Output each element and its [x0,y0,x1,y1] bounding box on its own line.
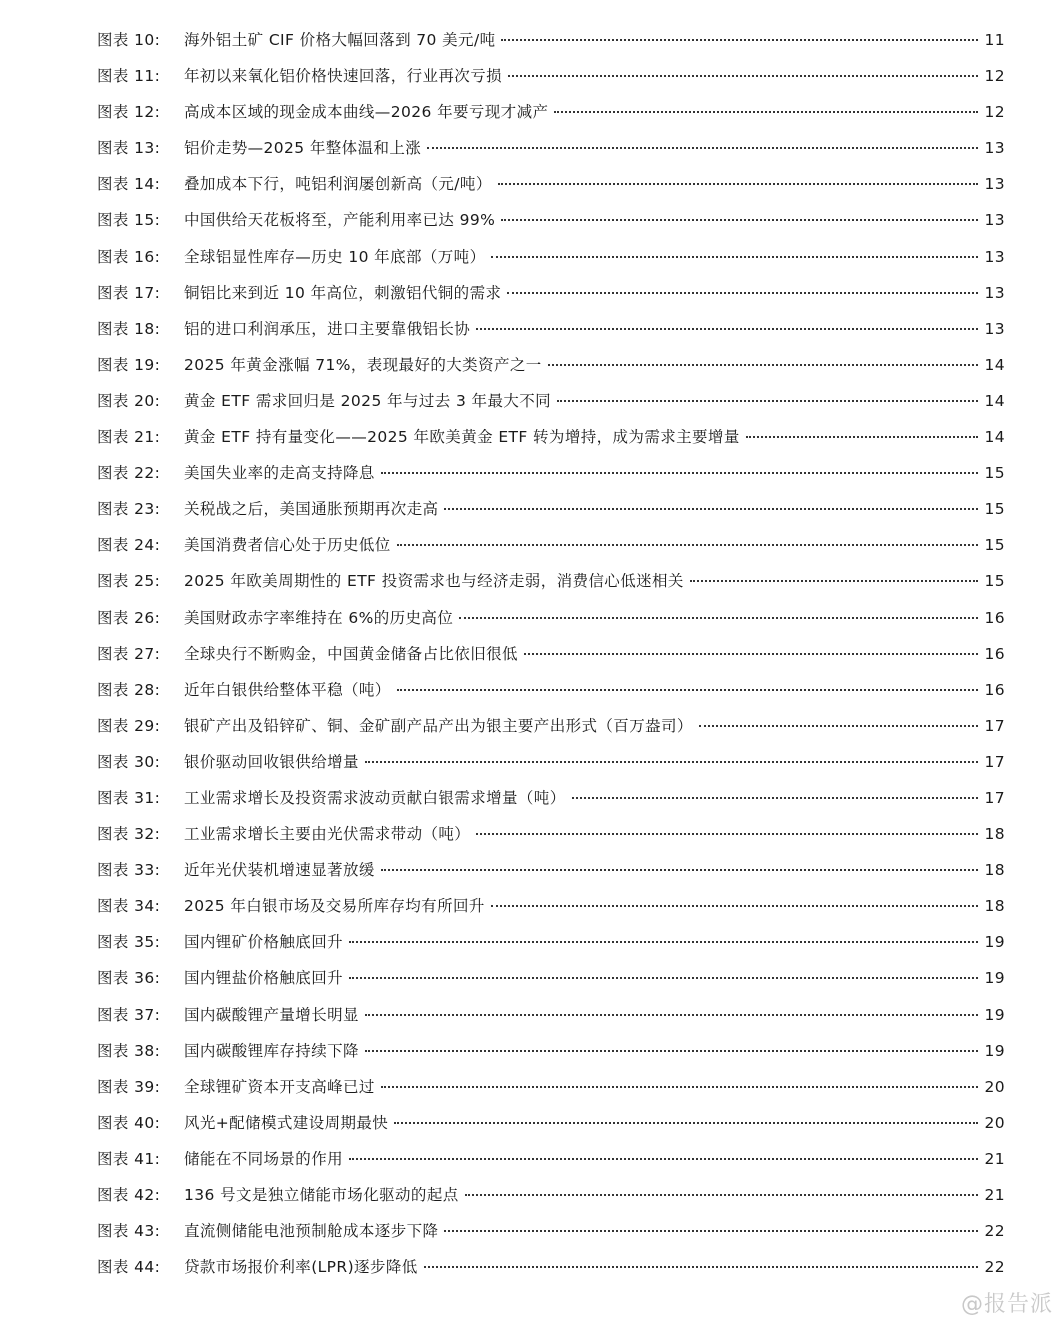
figure-title: 海外铝土矿 CIF 价格大幅回落到 70 美元/吨 [184,31,496,49]
page-number: 15 [984,572,1005,591]
dot-leader [365,1050,979,1052]
figure-label: 图表 36: [97,969,161,988]
dot-leader [491,256,978,258]
figure-title: 风光+配储模式建设周期最快 [184,1113,389,1132]
page-number: 17 [984,716,1005,735]
toc-entry[interactable] [97,100,1005,136]
page-number: 16 [984,608,1005,627]
figure-title: 银价驱动回收银供给增量 [184,752,359,771]
page-number: 18 [984,861,1005,880]
figure-label: 图表 21: [97,428,161,447]
toc-entry[interactable] [97,822,1005,858]
toc-entry[interactable] [97,208,1005,244]
figure-title: 黄金 ETF 需求回归是 2025 年与过去 3 年最大不同 [184,391,552,410]
figure-title: 叠加成本下行，吨铝利润屡创新高（元/吨） [184,175,492,194]
figure-title: 直流侧储能电池预制舱成本逐步下降 [184,1222,439,1241]
figure-label: 图表 15: [97,211,161,230]
figure-title: 近年白银供给整体平稳（吨） [184,680,391,699]
toc-entry[interactable] [97,353,1005,389]
toc-entry[interactable] [97,1183,1005,1219]
toc-entry[interactable] [97,1039,1005,1075]
figure-title: 高成本区域的现金成本曲线—2026 年要亏现才减产 [184,103,549,122]
toc-entry[interactable] [97,497,1005,533]
dot-leader [476,328,978,330]
figure-label: 图表 11: [97,67,161,86]
dot-leader [397,689,979,691]
page-number: 14 [984,391,1005,410]
figure-label: 图表 13: [97,139,161,158]
dot-leader [349,1158,978,1160]
toc-entry[interactable] [97,533,1005,569]
page-number: 11 [984,31,1005,49]
page-number: 15 [984,536,1005,555]
figure-label: 图表 27: [97,644,161,663]
figure-label: 图表 20: [97,391,161,410]
figure-title: 国内碳酸锂产量增长明显 [184,1005,359,1024]
page-number: 21 [984,1186,1005,1204]
figure-title: 2025 年黄金涨幅 71%，表现最好的大类资产之一 [184,355,542,374]
figure-label: 图表 32: [97,825,161,844]
page-number: 17 [984,788,1005,807]
toc-entry[interactable] [97,389,1005,425]
dot-leader [491,905,979,907]
toc-entry[interactable] [97,1219,1005,1255]
dot-leader [548,364,979,366]
figure-title: 年初以来氧化铝价格快速回落，行业再次亏损 [184,67,503,86]
figure-label: 图表 30: [97,752,161,771]
page-number: 13 [984,139,1005,158]
toc-entry[interactable] [97,136,1005,172]
figure-title: 铝的进口利润承压，进口主要靠俄铝长协 [184,319,471,338]
figure-label: 图表 35: [97,933,161,952]
figure-title: 美国财政赤字率维持在 6%的历史高位 [184,608,454,627]
figure-label: 图表 10: [97,31,161,49]
toc-entry[interactable] [97,1075,1005,1111]
dot-leader [699,725,979,727]
toc-entry[interactable] [97,569,1005,605]
figure-title: 国内锂矿价格触底回升 [184,933,344,952]
toc-entry[interactable] [97,750,1005,786]
toc-entry[interactable] [97,245,1005,281]
page-number: 14 [984,428,1005,447]
figure-label: 图表 43: [97,1222,161,1241]
figure-title: 贷款市场报价利率(LPR)逐步降低 [184,1258,418,1277]
page-number: 20 [984,1077,1005,1096]
figure-label: 图表 26: [97,608,161,627]
page-number: 19 [984,969,1005,988]
figure-title: 全球铝显性库存—历史 10 年底部（万吨） [184,247,486,266]
page-number: 22 [984,1222,1005,1241]
toc-entry[interactable] [97,64,1005,100]
page-number: 15 [984,500,1005,519]
figure-title: 美国失业率的走高支持降息 [184,464,375,483]
figure-title: 全球锂矿资本开支高峰已过 [184,1077,375,1096]
figure-label: 图表 17: [97,283,161,302]
figure-title: 黄金 ETF 持有量变化——2025 年欧美黄金 ETF 转为增持，成为需求主要增量 [184,428,740,447]
figure-label: 图表 18: [97,319,161,338]
dot-leader [501,219,978,221]
toc-entry[interactable] [97,1147,1005,1183]
dot-leader [381,472,979,474]
figure-label: 图表 22: [97,464,161,483]
page-number: 13 [984,283,1005,302]
figure-title: 近年光伏装机增速显著放缓 [184,861,375,880]
page-number: 13 [984,211,1005,230]
page-number: 20 [984,1113,1005,1132]
toc-entry[interactable] [97,1111,1005,1147]
figure-label: 图表 24: [97,536,161,555]
dot-leader [424,1266,979,1268]
dot-leader [365,1014,979,1016]
figure-label: 图表 41: [97,1149,161,1168]
dot-leader [427,147,978,149]
toc-entry[interactable] [97,894,1005,930]
page-number: 16 [984,680,1005,699]
figure-label: 图表 28: [97,680,161,699]
figure-title: 工业需求增长及投资需求波动贡献白银需求增量（吨） [184,788,566,807]
table-of-figures [97,28,1005,1291]
figure-label: 图表 19: [97,355,161,374]
toc-entry[interactable] [97,786,1005,822]
dot-leader [554,111,978,113]
dot-leader [524,653,979,655]
toc-entry[interactable] [97,425,1005,461]
figure-label: 图表 29: [97,716,161,735]
figure-label: 图表 12: [97,103,161,122]
figure-label: 图表 23: [97,500,161,519]
figure-label: 图表 39: [97,1077,161,1096]
dot-leader [498,183,979,185]
page-number: 13 [984,247,1005,266]
figure-label: 图表 34: [97,897,161,916]
dot-leader [557,400,978,402]
toc-entry[interactable] [97,606,1005,642]
dot-leader [501,39,978,41]
dot-leader [397,544,979,546]
toc-entry[interactable] [97,281,1005,317]
toc-entry[interactable] [97,714,1005,750]
toc-entry[interactable] [97,966,1005,1002]
figure-title: 储能在不同场景的作用 [184,1149,344,1168]
dot-leader [476,833,978,835]
dot-leader [746,436,979,438]
page-number: 22 [984,1258,1005,1277]
dot-leader [690,580,979,582]
figure-title: 中国供给天花板将至，产能利用率已达 99% [184,211,496,230]
toc-entry[interactable] [97,678,1005,714]
page-number: 15 [984,464,1005,483]
dot-leader [459,617,978,619]
figure-label: 图表 44: [97,1258,161,1277]
page-number: 13 [984,319,1005,338]
page-number: 18 [984,825,1005,844]
toc-entry[interactable] [97,858,1005,894]
dot-leader [365,761,979,763]
page-number: 13 [984,175,1005,194]
figure-label: 图表 16: [97,247,161,266]
dot-leader [381,869,979,871]
page-number: 16 [984,644,1005,663]
figure-label: 图表 33: [97,861,161,880]
figure-title: 全球央行不断购金，中国黄金储备占比依旧很低 [184,644,518,663]
figure-title: 工业需求增长主要由光伏需求带动（吨） [184,825,471,844]
figure-title: 铝价走势—2025 年整体温和上涨 [184,139,422,158]
dot-leader [465,1194,979,1196]
toc-entry[interactable] [97,461,1005,497]
toc-entry[interactable] [97,1255,1005,1291]
dot-leader [507,292,978,294]
page-number: 17 [984,752,1005,771]
figure-title: 铜铝比来到近 10 年高位，刺激铝代铜的需求 [184,283,502,302]
page-number: 21 [984,1149,1005,1168]
toc-entry[interactable] [97,172,1005,208]
watermark: @报告派 [960,1292,1053,1317]
dot-leader [572,797,979,799]
dot-leader [394,1122,978,1124]
page-number: 12 [984,67,1005,86]
dot-leader [381,1086,979,1088]
figure-title: 2025 年欧美周期性的 ETF 投资需求也与经济走弱，消费信心低迷相关 [184,572,684,591]
page-number: 19 [984,1005,1005,1024]
page-number: 18 [984,897,1005,916]
figure-title: 关税战之后，美国通胀预期再次走高 [184,500,439,519]
page-number: 19 [984,1041,1005,1060]
dot-leader [349,977,978,979]
figure-title: 美国消费者信心处于历史低位 [184,536,391,555]
figure-label: 图表 14: [97,175,161,194]
figure-title: 银矿产出及铅锌矿、铜、金矿副产品产出为银主要产出形式（百万盎司） [184,716,693,735]
page-number: 19 [984,933,1005,952]
figure-label: 图表 40: [97,1113,161,1132]
figure-title: 国内锂盐价格触底回升 [184,969,344,988]
toc-entry[interactable] [97,930,1005,966]
figure-label: 图表 42: [97,1186,161,1204]
dot-leader [444,508,978,510]
figure-label: 图表 38: [97,1041,161,1060]
toc-entry[interactable] [97,28,1005,64]
figure-label: 图表 37: [97,1005,161,1024]
dot-leader [508,75,978,77]
toc-entry[interactable] [97,1003,1005,1039]
page-number: 14 [984,355,1005,374]
figure-title: 136 号文是独立储能市场化驱动的起点 [184,1186,459,1204]
dot-leader [444,1230,978,1232]
figure-label: 图表 25: [97,572,161,591]
page-number: 12 [984,103,1005,122]
figure-label: 图表 31: [97,788,161,807]
toc-entry[interactable] [97,642,1005,678]
figure-title: 2025 年白银市场及交易所库存均有所回升 [184,897,485,916]
figure-title: 国内碳酸锂库存持续下降 [184,1041,359,1060]
toc-entry[interactable] [97,317,1005,353]
dot-leader [349,941,978,943]
